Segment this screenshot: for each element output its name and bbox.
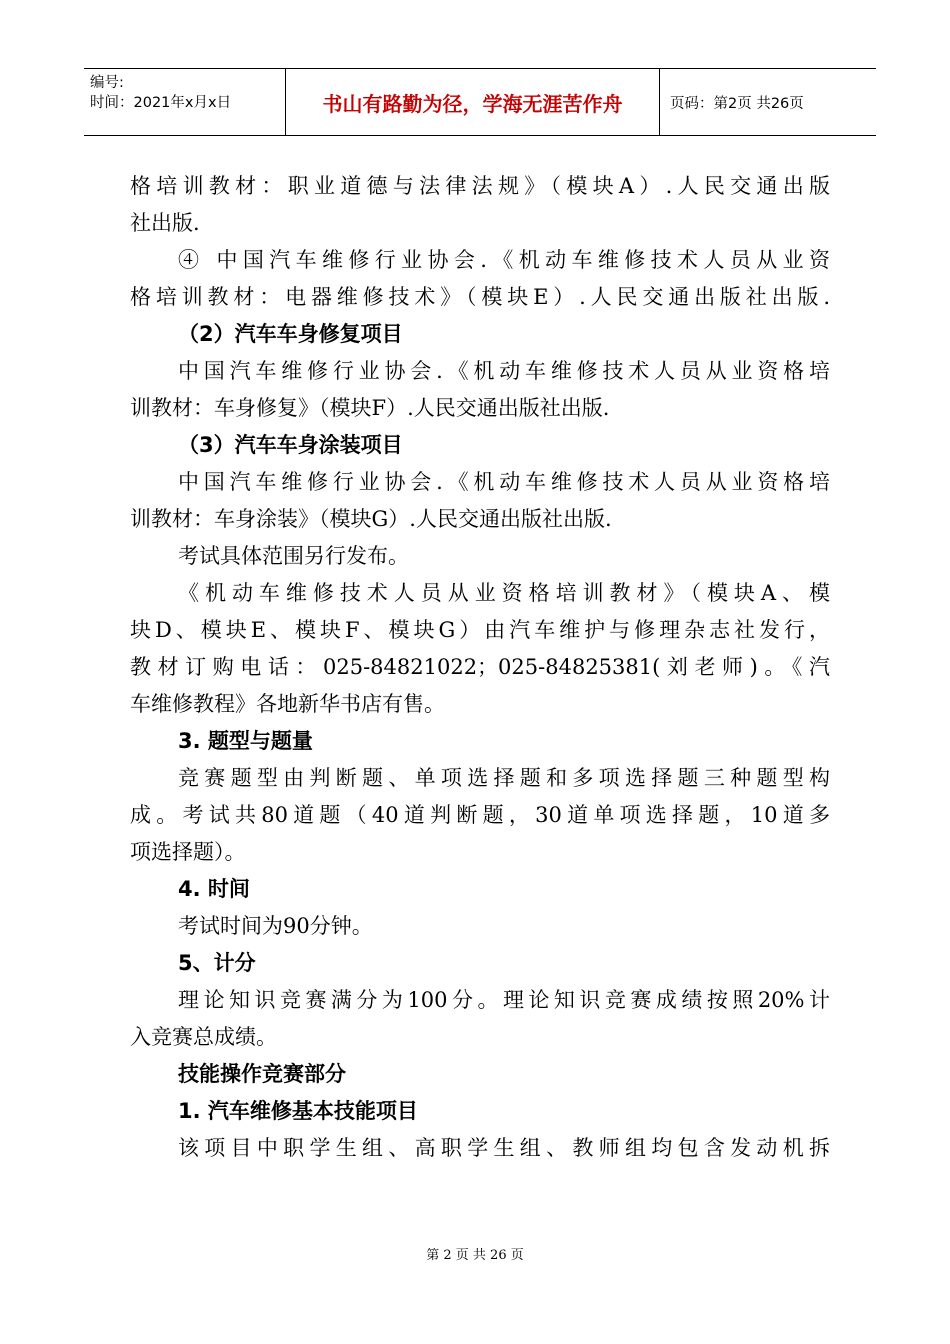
- document-body: [130, 168, 830, 1167]
- body-line: 入竞赛总成绩。: [130, 1025, 277, 1049]
- section-heading: 1. 汽车维修基本技能项目: [178, 1099, 418, 1123]
- body-line: 成。考试共80道题（40道判断题，30道单项选择题，10道多: [130, 803, 830, 827]
- body-line: ④ 中国汽车维修行业协会.《机动车维修技术人员从业资: [178, 248, 830, 272]
- header-meta: [84, 69, 286, 135]
- body-line: 中国汽车维修行业协会.《机动车维修技术人员从业资格培: [178, 470, 830, 494]
- body-line: 项选择题）。: [130, 840, 246, 864]
- body-line: 教材订购电话：025-84821022；025-84825381(刘老师)。《汽: [130, 655, 830, 679]
- body-line: 中国汽车维修行业协会.《机动车维修技术人员从业资格培: [178, 359, 830, 383]
- section-heading: 3. 题型与题量: [178, 729, 313, 753]
- body-line: 块D、模块E、模块F、模块G）由汽车维护与修理杂志社发行，: [130, 618, 830, 642]
- section-heading: （2）汽车车身修复项目: [178, 322, 403, 346]
- body-line: 《机动车维修技术人员从业资格培训教材》（模块A、模: [178, 581, 830, 605]
- body-line: 训教材：车身修复》（模块F）.人民交通出版社出版.: [130, 396, 610, 420]
- body-line: 训教材：车身涂装》（模块G）.人民交通出版社出版.: [130, 507, 612, 531]
- header-motto: 书山有路勤为径，学海无涯苦作舟: [286, 69, 660, 135]
- body-line: 格培训教材：电器维修技术》（模块E）.人民交通出版社出版.: [130, 285, 830, 309]
- section-heading: 技能操作竞赛部分: [178, 1062, 346, 1086]
- page-header: [84, 68, 876, 136]
- body-line: 车维修教程》各地新华书店有售。: [130, 692, 445, 716]
- body-line: 社出版.: [130, 211, 200, 235]
- body-line: 考试具体范围另行发布。: [178, 544, 409, 568]
- date-label: 时间：2021年x月x日: [90, 95, 232, 111]
- body-line: 格培训教材：职业道德与法律法规》（模块A）.人民交通出版: [130, 174, 830, 198]
- body-line: 考试时间为90分钟。: [178, 914, 373, 938]
- header-page-label: 页码：第2页 共26页: [670, 95, 804, 112]
- number-label: 编号:: [90, 75, 124, 91]
- body-line: 竞赛题型由判断题、单项选择题和多项选择题三种题型构: [178, 766, 830, 790]
- section-heading: （3）汽车车身涂装项目: [178, 433, 403, 457]
- section-heading: 5、计分: [178, 951, 256, 975]
- body-line: 理论知识竞赛满分为100分。理论知识竞赛成绩按照20%计: [178, 988, 830, 1012]
- page-footer: 第 2 页 共 26 页: [426, 1248, 524, 1263]
- body-line: 该项目中职学生组、高职学生组、教师组均包含发动机拆: [178, 1136, 830, 1160]
- section-heading: 4. 时间: [178, 877, 250, 901]
